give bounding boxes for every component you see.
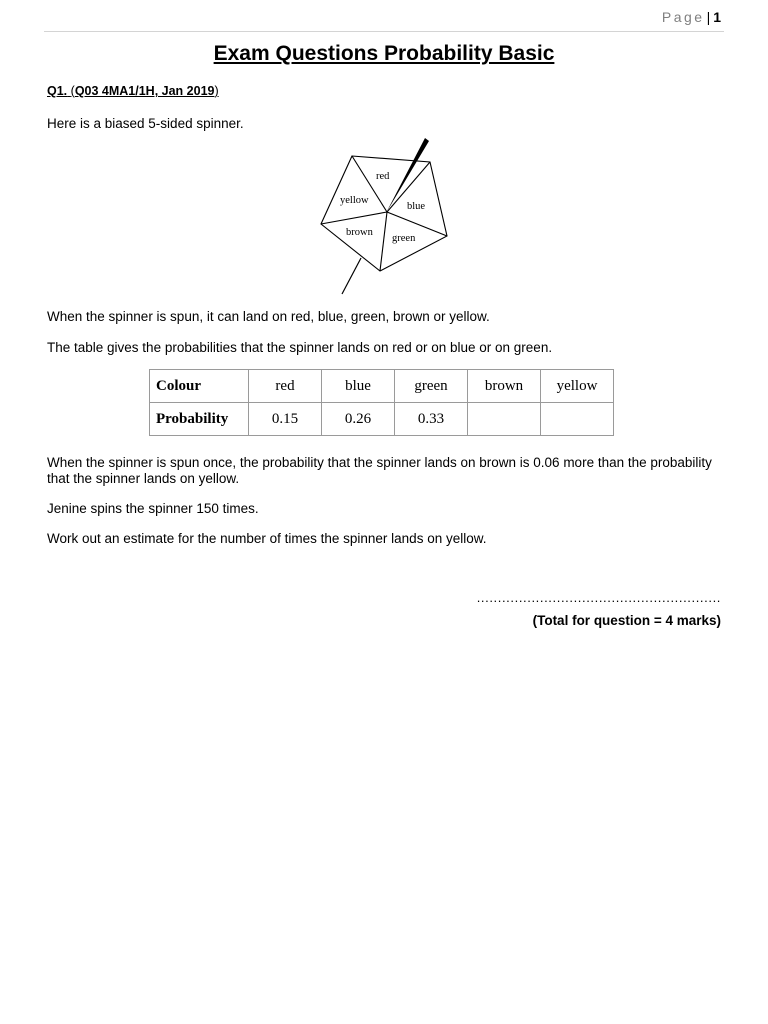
- question-paragraph-2: The table gives the probabilities that the spinner lands on red or on blue or on green.: [47, 340, 553, 355]
- answer-line[interactable]: ..........................................................: [476, 590, 721, 605]
- question-intro: Here is a biased 5-sided spinner.: [47, 116, 244, 131]
- probability-cell-blue: 0.26: [322, 403, 395, 436]
- question-paragraph-1: When the spinner is spun, it can land on red, blue, green, brown or yellow.: [47, 309, 490, 324]
- question-ref-close: ): [214, 84, 219, 98]
- spinner-label-red: red: [376, 171, 390, 182]
- colour-cell-blue: blue: [322, 370, 395, 403]
- spinner-diagram: [310, 134, 460, 300]
- spinner-label-blue: blue: [407, 201, 426, 212]
- spinner-label-brown: brown: [346, 227, 373, 238]
- document-title: Exam Questions Probability Basic: [213, 42, 555, 65]
- colour-cell-green: green: [395, 370, 468, 403]
- page-label: Page: [661, 9, 705, 25]
- question-paragraph-5: Work out an estimate for the number of times the spinner lands on yellow.: [47, 531, 487, 546]
- spinner-label-green: green: [392, 233, 416, 244]
- probability-row-header: Probability: [150, 403, 249, 436]
- probability-row: [150, 403, 614, 436]
- colour-row: [150, 370, 614, 403]
- colour-cell-yellow: yellow: [541, 370, 614, 403]
- colour-row-header: Colour: [150, 370, 249, 403]
- question-reference: [47, 84, 219, 98]
- question-ref-open: (: [70, 84, 75, 98]
- probability-cell-green: 0.33: [395, 403, 468, 436]
- colour-cell-brown: brown: [468, 370, 541, 403]
- probability-table: [149, 369, 614, 436]
- page-number: 1: [713, 9, 721, 25]
- total-marks: (Total for question = 4 marks): [532, 613, 721, 628]
- page-header: [662, 9, 721, 25]
- question-number: Q1.: [47, 84, 68, 98]
- spinner-pointer-tail: [342, 258, 361, 294]
- page-separator: |: [706, 9, 711, 25]
- header-rule: [44, 31, 724, 32]
- spinner-label-yellow: yellow: [340, 195, 369, 206]
- question-paragraph-4: Jenine spins the spinner 150 times.: [47, 501, 259, 516]
- probability-cell-yellow: [541, 403, 614, 436]
- probability-cell-red: 0.15: [249, 403, 322, 436]
- question-paragraph-3: When the spinner is spun once, the probability that the spinner lands on brown is 0.06 more than the probability that the spinner lands on yellow.: [47, 455, 712, 486]
- colour-cell-red: red: [249, 370, 322, 403]
- question-ref-code: Q03 4MA1/1H, Jan 2019: [74, 84, 215, 98]
- probability-cell-brown: [468, 403, 541, 436]
